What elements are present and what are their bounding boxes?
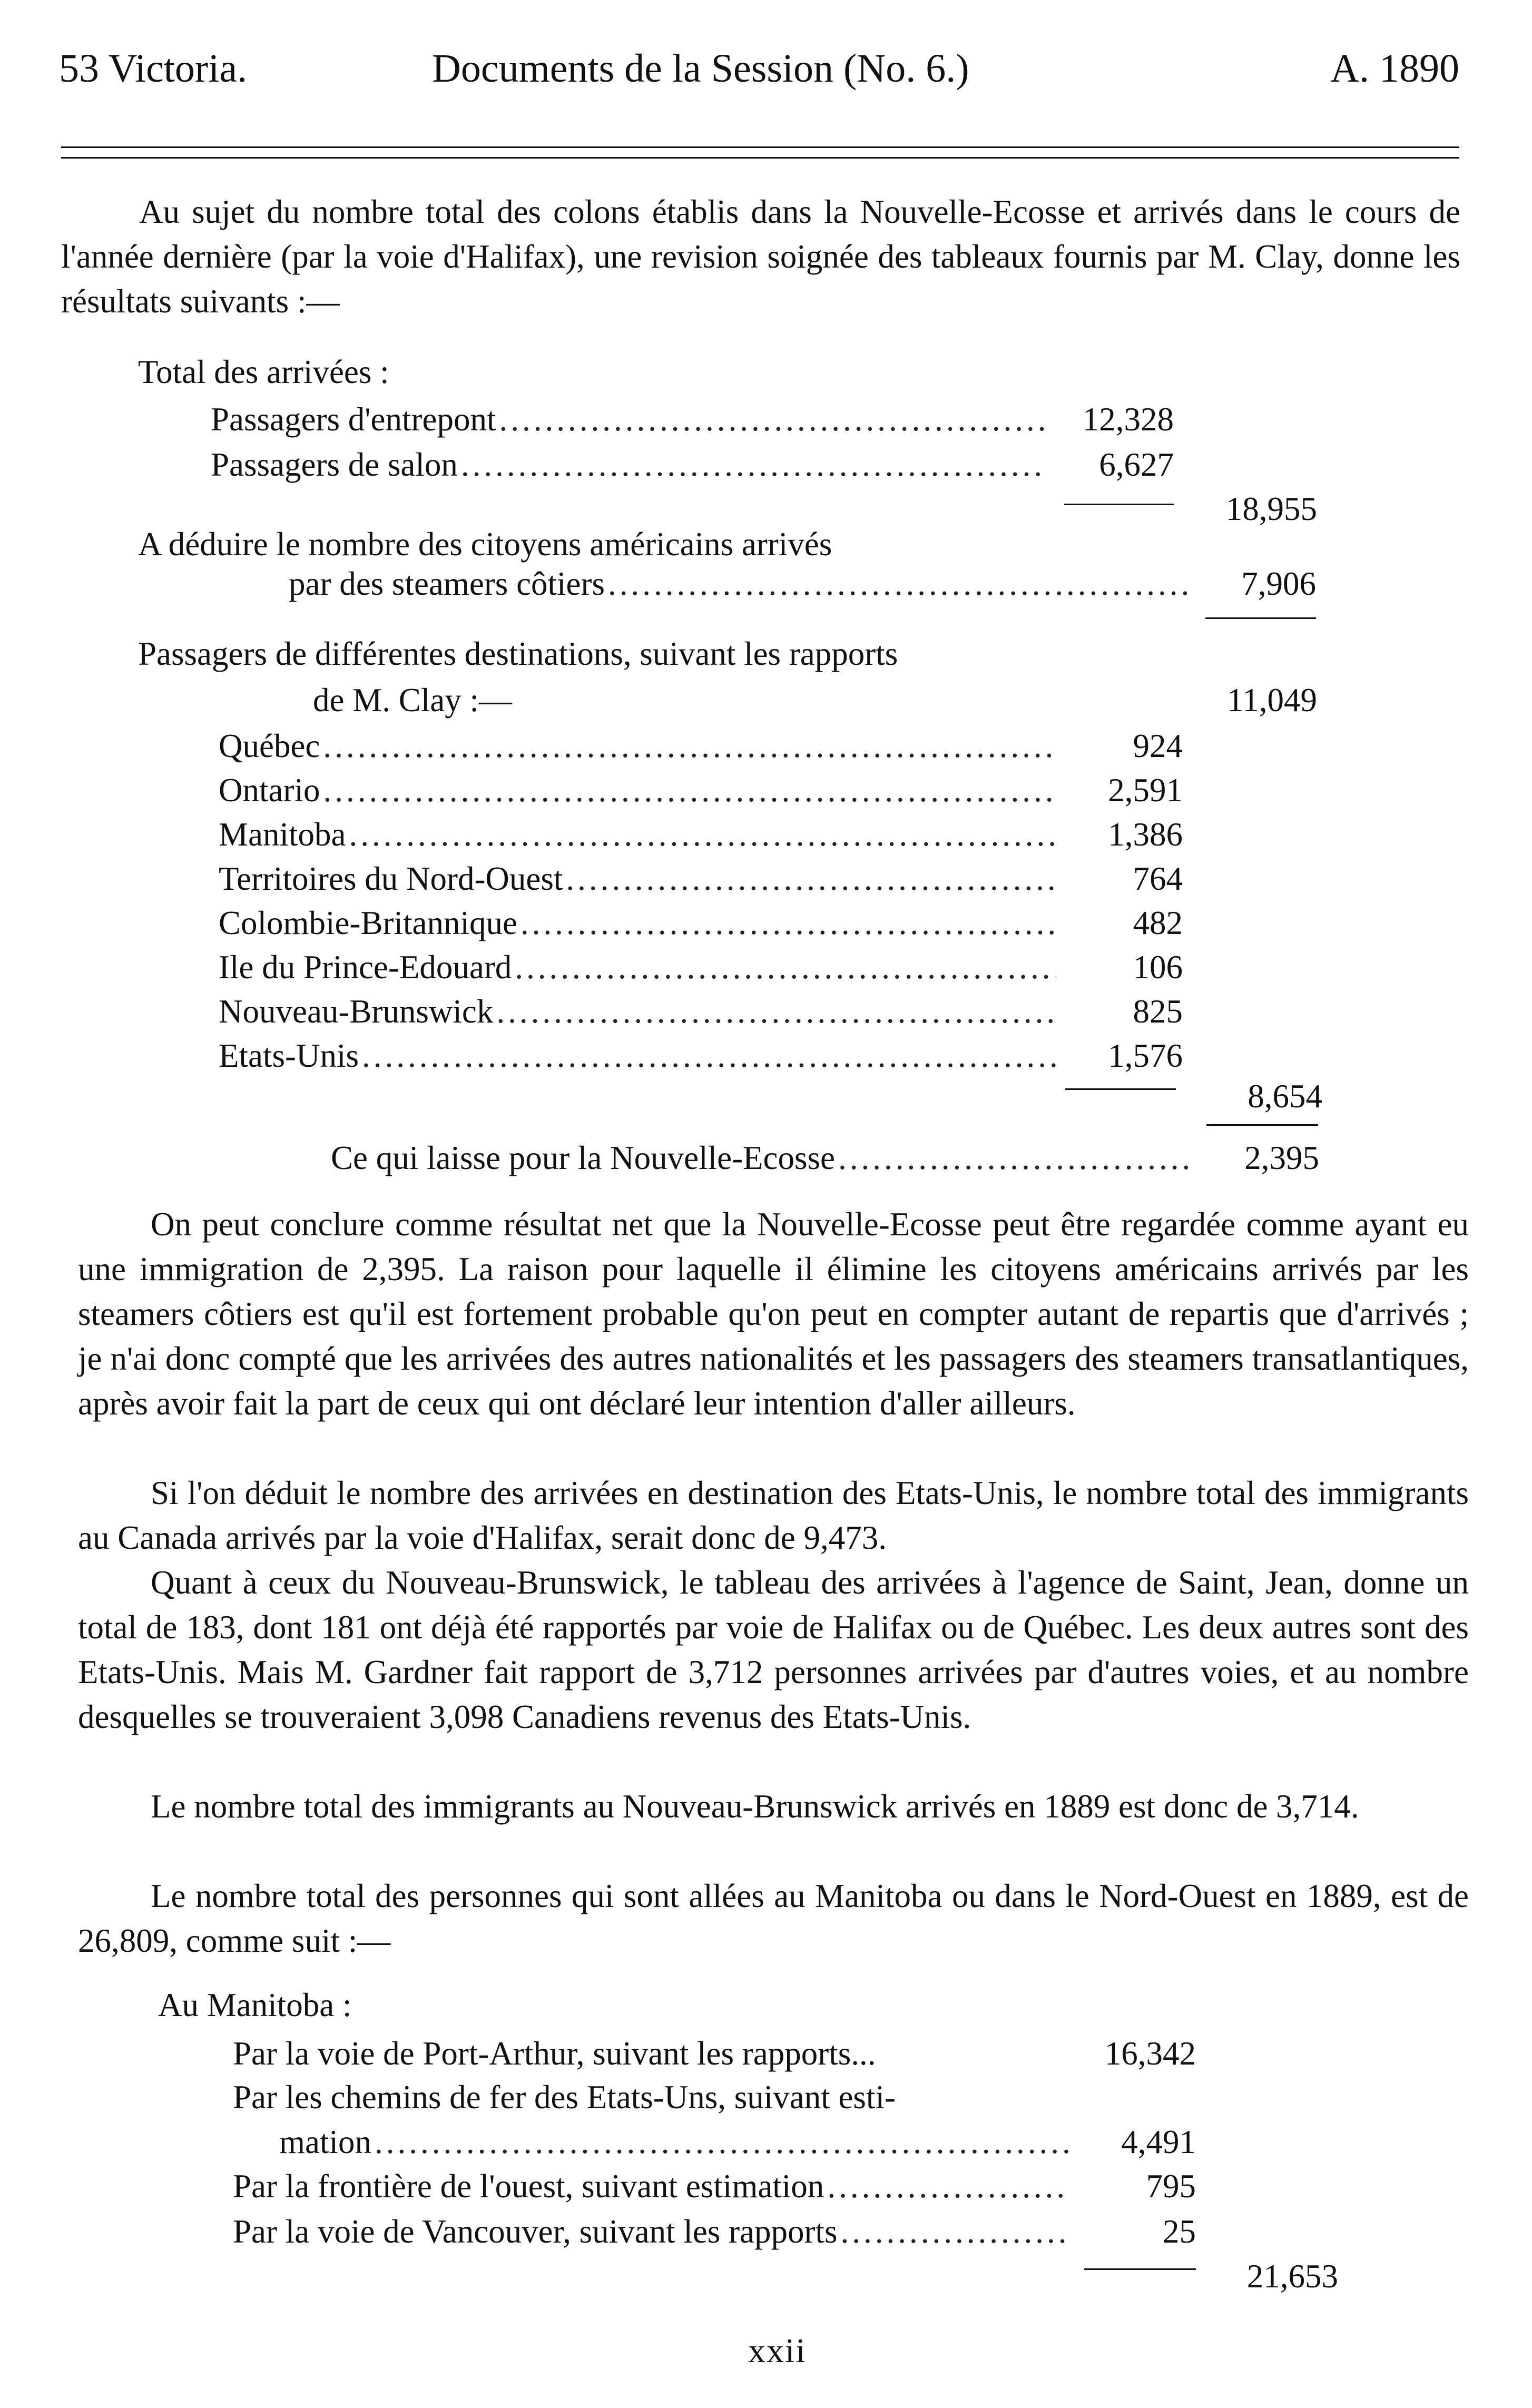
leader-dots — [841, 2213, 1069, 2251]
entry-value: 7,906 — [1241, 565, 1316, 602]
destination-entry — [219, 992, 1183, 1029]
sum-rule — [1205, 617, 1316, 619]
entry-label: Ce qui laisse pour la Nouvelle-Ecosse — [331, 1139, 835, 1176]
entry-value: 25 — [1163, 2213, 1196, 2250]
header-rule-top — [61, 146, 1459, 148]
header-rule-bottom — [61, 157, 1459, 159]
entry-value: 4,491 — [1121, 2124, 1196, 2160]
leader-dots — [362, 1037, 1056, 1075]
entry-value: 1,386 — [1108, 816, 1183, 853]
header-session-year: 53 Victoria. — [59, 46, 248, 91]
entry-value: 795 — [1146, 2168, 1196, 2205]
entry-value: 16,342 — [1104, 2035, 1196, 2072]
leader-dots — [496, 992, 1056, 1031]
entry-label: Par la voie de Vancouver, suivant les rapports — [233, 2213, 838, 2250]
arrivals-subtotal: 18,955 — [1225, 490, 1317, 527]
paragraph-new-brunswick-total: Le nombre total des immigrants au Nouveau-Brunswick arrivés en 1889 est donc de 3,714. — [151, 1788, 1359, 1825]
entry-label: Québec — [219, 728, 320, 764]
destination-entry — [219, 815, 1183, 852]
ledger-entry — [289, 565, 1316, 602]
entry-label: Ile du Prince-Edouard — [219, 949, 512, 986]
entry-value: 825 — [1133, 993, 1183, 1030]
paragraph-new-brunswick: Quant à ceux du Nouveau-Brunswick, le tableau des arrivées à l'agence de Saint, Jean, donne un total de 183, dont 181 ont déjà été rapportés par voie de Halifax ou de Québec. Les deux autres sont des Etats-Unis. Mais M. Gardner fait rapport de 3,712 personnes arrivées par d'autres voies, et au nombre desquelles se trouveraient 3,098 Canadiens revenus des Etats-Unis. — [78, 1564, 1469, 1735]
manitoba-subtotal: 21,653 — [1246, 2258, 1338, 2295]
destinations-total: 11,049 — [1227, 682, 1317, 719]
entry-value: 12,328 — [1082, 401, 1174, 438]
destinations-subtotal: 8,654 — [1248, 1078, 1322, 1115]
leader-dots — [461, 446, 1047, 484]
ledger-entry — [233, 2167, 1196, 2204]
leader-dots — [521, 904, 1056, 942]
leader-dots — [323, 727, 1056, 765]
arrivals-heading: Total des arrivées : — [138, 353, 389, 390]
entry-label: Par les chemins de fer des Etats-Uns, suivant esti- — [233, 2079, 896, 2116]
entry-label: Manitoba — [219, 816, 346, 853]
entry-value: 2,395 — [1244, 1139, 1319, 1176]
destination-entry — [219, 1037, 1183, 1074]
entry-value: 106 — [1133, 949, 1183, 986]
leader-dots — [827, 2167, 1069, 2206]
ledger-entry — [233, 2034, 1196, 2071]
page-number: xxii — [748, 2332, 807, 2370]
sum-rule — [1206, 1124, 1318, 1126]
sum-rule — [1084, 2268, 1196, 2270]
destinations-heading: Passagers de différentes destinations, suivant les rapports — [138, 635, 898, 672]
sum-rule — [1065, 1088, 1176, 1090]
leader-dots — [499, 400, 1047, 439]
ledger-entry — [211, 400, 1174, 437]
paragraph-manitoba-total: Le nombre total des personnes qui sont allées au Manitoba ou dans le Nord-Ouest en 1889, est de 26,809, comme suit :— — [78, 1878, 1469, 1959]
destination-entry — [219, 771, 1183, 808]
entry-label: Par la frontière de l'ouest, suivant estimation — [233, 2168, 824, 2205]
entry-label: Colombie-Britannique — [219, 905, 517, 941]
leader-dots — [566, 860, 1056, 898]
leader-dots — [349, 815, 1056, 854]
ledger-entry — [211, 446, 1174, 483]
entry-label: Territoires du Nord-Ouest — [219, 860, 563, 897]
sum-rule — [1064, 504, 1174, 505]
destination-entry — [219, 948, 1183, 985]
ledger-entry — [279, 2123, 1196, 2160]
leader-dots — [515, 948, 1056, 987]
destinations-heading-cont: de M. Clay :— — [313, 682, 512, 719]
entry-label: Passagers d'entrepont — [211, 401, 496, 438]
entry-label: mation — [279, 2124, 371, 2160]
destination-entry — [219, 727, 1183, 764]
entry-value: 2,591 — [1108, 772, 1183, 809]
entry-value: 924 — [1133, 728, 1183, 764]
paragraph-halifax-total: Si l'on déduit le nombre des arrivées en destination des Etats-Unis, le nombre total des immigrants au Canada arrivés par la voie d'Halifax, serait donc de 9,473. — [78, 1475, 1469, 1556]
entry-label: Etats-Unis — [219, 1037, 359, 1074]
leader-dots — [608, 565, 1190, 603]
entry-value: 1,576 — [1108, 1037, 1183, 1074]
entry-label: par des steamers côtiers — [289, 565, 605, 602]
leader-dots — [323, 771, 1056, 810]
entry-value: 6,627 — [1099, 446, 1174, 483]
ledger-entry — [331, 1139, 1319, 1176]
deduct-line: A déduire le nombre des citoyens américains arrivés — [138, 526, 832, 563]
paragraph-nova-scotia: On peut conclure comme résultat net que la Nouvelle-Ecosse peut être regardée comme ayant eu une immigration de 2,395. La raison pour laquelle il élimine les citoyens américains arrivés par les steamers côtiers est qu'il est fortement probable qu'on peut en compter autant de repartis que d'arrivés ; je n'ai donc compté que les arrivées des autres nationalités et les passagers des steamers transatlantiques, après avoir fait la part de ceux qui ont déclaré leur intention d'aller ailleurs. — [78, 1206, 1469, 1422]
destination-entry — [219, 904, 1183, 941]
entry-value: 764 — [1133, 860, 1183, 897]
entry-label: Par la voie de Port-Arthur, suivant les rapports... — [233, 2035, 876, 2072]
intro-paragraph: Au sujet du nombre total des colons établis dans la Nouvelle-Ecosse et arrivés dans le cours de l'année dernière (par la voie d'Halifax), une revision soignée des tableaux fournis par M. Clay, donne les résultats suivants :— — [61, 193, 1460, 320]
header-year: A. 1890 — [1330, 46, 1459, 91]
entry-value: 482 — [1133, 905, 1183, 941]
entry-label: Ontario — [219, 772, 320, 809]
entry-label: Nouveau-Brunswick — [219, 993, 494, 1030]
destination-entry — [219, 860, 1183, 897]
manitoba-heading: Au Manitoba : — [158, 1987, 352, 2023]
header-document-title: Documents de la Session (No. 6.) — [432, 46, 969, 91]
ledger-entry — [233, 2213, 1196, 2249]
leader-dots — [838, 1139, 1193, 1177]
entry-label: Passagers de salon — [211, 446, 458, 483]
leader-dots — [375, 2123, 1069, 2161]
